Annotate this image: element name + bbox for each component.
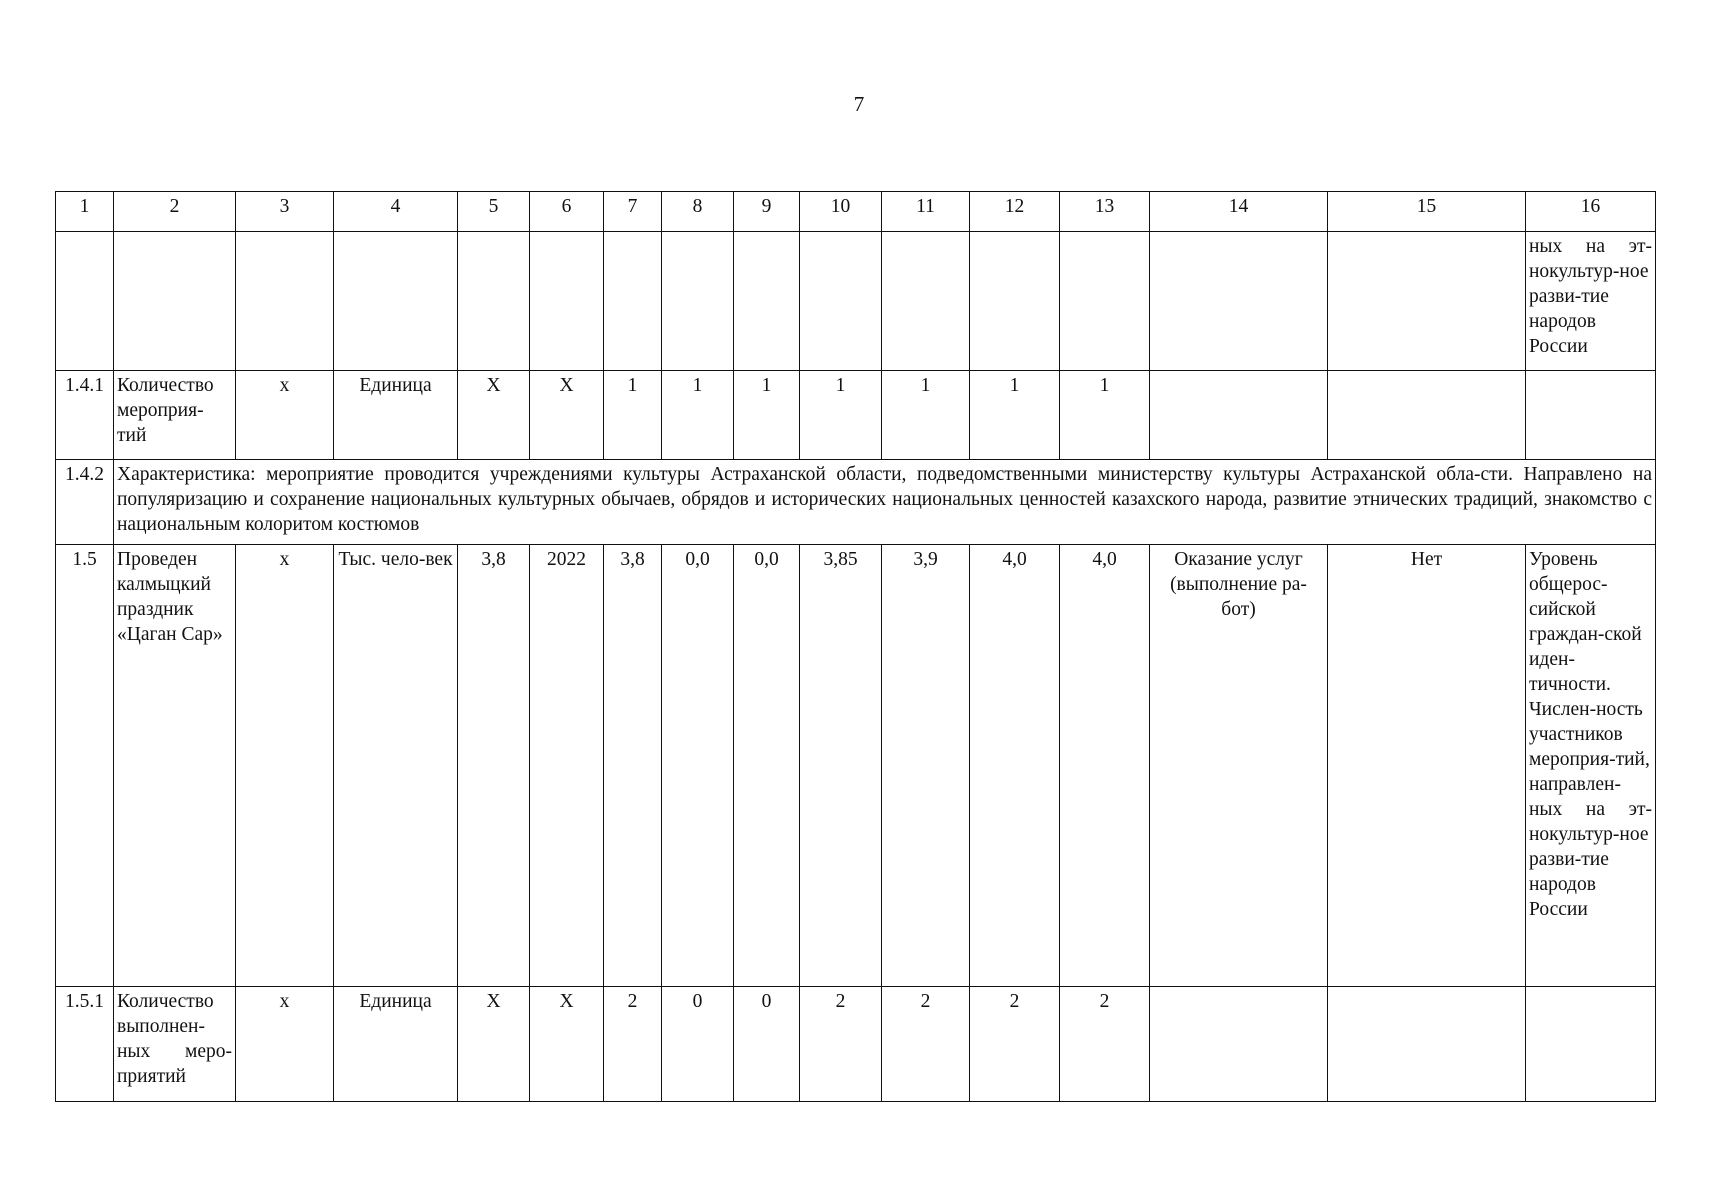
table-cell bbox=[1328, 987, 1526, 1102]
row-number: 1.4.2 bbox=[56, 460, 114, 545]
unit-cell: Единица bbox=[334, 371, 458, 460]
characteristic-text: Характеристика: мероприятие проводится учреждениями культуры Астраханской области, подведомственными министерству культуры Астраханской обла-сти. Направлено на популяризацию и сохранение национальных культурных обычаев, обрядов и исторических национальных ценностей казахского народа, развитие этнических традиций, знакомство с национальным колоритом костюмов bbox=[114, 460, 1656, 545]
table-cell bbox=[56, 232, 114, 371]
row-number: 1.4.1 bbox=[56, 371, 114, 460]
table-cell: 3,85 bbox=[800, 545, 882, 987]
table-cell: X bbox=[530, 371, 604, 460]
table-cell bbox=[800, 232, 882, 371]
table-cell: 3,9 bbox=[882, 545, 970, 987]
table-cell: 0 bbox=[734, 987, 800, 1102]
header-cell: 5 bbox=[458, 192, 530, 232]
table-cell bbox=[882, 232, 970, 371]
table-cell: 1 bbox=[970, 371, 1060, 460]
program-table bbox=[55, 191, 1656, 1102]
table-cell: x bbox=[236, 371, 334, 460]
indicator-cell: ных на эт-нокультур-ное разви-тие народов России bbox=[1526, 232, 1656, 371]
page-number: 7 bbox=[853, 92, 865, 116]
table-cell: 0,0 bbox=[662, 545, 734, 987]
unit-cell: Тыс. чело-век bbox=[334, 545, 458, 987]
table-cell bbox=[1150, 987, 1328, 1102]
table-cell bbox=[734, 232, 800, 371]
header-cell: 3 bbox=[236, 192, 334, 232]
table-cell bbox=[1328, 232, 1526, 371]
header-cell: 4 bbox=[334, 192, 458, 232]
table-row-continuation bbox=[56, 232, 1656, 371]
table-cell bbox=[334, 232, 458, 371]
table-cell: 2 bbox=[800, 987, 882, 1102]
header-cell: 8 bbox=[662, 192, 734, 232]
table-row-1-4-2 bbox=[56, 460, 1656, 545]
header-cell: 9 bbox=[734, 192, 800, 232]
table-cell: Нет bbox=[1328, 545, 1526, 987]
table-cell: X bbox=[458, 371, 530, 460]
table-cell: 1 bbox=[604, 371, 662, 460]
indicator-name: Проведен калмыцкий праздник «Цаган Сар» bbox=[114, 545, 236, 987]
service-type-cell: Оказание услуг (выполнение ра-бот) bbox=[1150, 545, 1328, 987]
table-cell: 2022 bbox=[530, 545, 604, 987]
table-cell bbox=[1150, 232, 1328, 371]
header-cell: 2 bbox=[114, 192, 236, 232]
table-header-row bbox=[56, 192, 1656, 232]
table-cell bbox=[236, 232, 334, 371]
indicator-name: Количество выполнен-ных меро-приятий bbox=[114, 987, 236, 1102]
table-cell bbox=[1526, 987, 1656, 1102]
table-row-1-5-1 bbox=[56, 987, 1656, 1102]
header-cell: 14 bbox=[1150, 192, 1328, 232]
table-cell bbox=[1060, 232, 1150, 371]
table-cell: 2 bbox=[1060, 987, 1150, 1102]
table-cell bbox=[1328, 371, 1526, 460]
table-cell bbox=[530, 232, 604, 371]
table-cell: 1 bbox=[734, 371, 800, 460]
table-cell: x bbox=[236, 545, 334, 987]
header-cell: 10 bbox=[800, 192, 882, 232]
table-cell bbox=[970, 232, 1060, 371]
table-cell: X bbox=[530, 987, 604, 1102]
table-cell: X bbox=[458, 987, 530, 1102]
table-cell bbox=[1150, 371, 1328, 460]
table-cell: 4,0 bbox=[970, 545, 1060, 987]
table-cell: 0 bbox=[662, 987, 734, 1102]
indicator-name: Количество мероприя-тий bbox=[114, 371, 236, 460]
table-cell: 1 bbox=[1060, 371, 1150, 460]
header-cell: 1 bbox=[56, 192, 114, 232]
table-cell: 2 bbox=[970, 987, 1060, 1102]
table-cell bbox=[114, 232, 236, 371]
table-cell: 1 bbox=[882, 371, 970, 460]
unit-cell: Единица bbox=[334, 987, 458, 1102]
table-cell: 2 bbox=[604, 987, 662, 1102]
header-cell: 6 bbox=[530, 192, 604, 232]
table-cell bbox=[604, 232, 662, 371]
header-cell: 15 bbox=[1328, 192, 1526, 232]
table-cell: 1 bbox=[800, 371, 882, 460]
table-cell: 0,0 bbox=[734, 545, 800, 987]
table-cell: 3,8 bbox=[458, 545, 530, 987]
header-cell: 16 bbox=[1526, 192, 1656, 232]
header-cell: 12 bbox=[970, 192, 1060, 232]
table-cell bbox=[1526, 371, 1656, 460]
row-number: 1.5 bbox=[56, 545, 114, 987]
table-cell bbox=[662, 232, 734, 371]
header-cell: 11 bbox=[882, 192, 970, 232]
table-cell: 4,0 bbox=[1060, 545, 1150, 987]
table-cell: 1 bbox=[662, 371, 734, 460]
header-cell: 7 bbox=[604, 192, 662, 232]
row-number: 1.5.1 bbox=[56, 987, 114, 1102]
table-cell bbox=[458, 232, 530, 371]
table-cell: 2 bbox=[882, 987, 970, 1102]
table-row-1-5 bbox=[56, 545, 1656, 987]
table-cell: x bbox=[236, 987, 334, 1102]
indicator-cell: Уровень общерос-сийской граждан-ской иден-тичности. Числен-ность участников мероприя-тий, направлен-ных на эт-нокультур-ное разви-тие народов России bbox=[1526, 545, 1656, 987]
table-cell: 3,8 bbox=[604, 545, 662, 987]
header-cell: 13 bbox=[1060, 192, 1150, 232]
table-row-1-4-1 bbox=[56, 371, 1656, 460]
